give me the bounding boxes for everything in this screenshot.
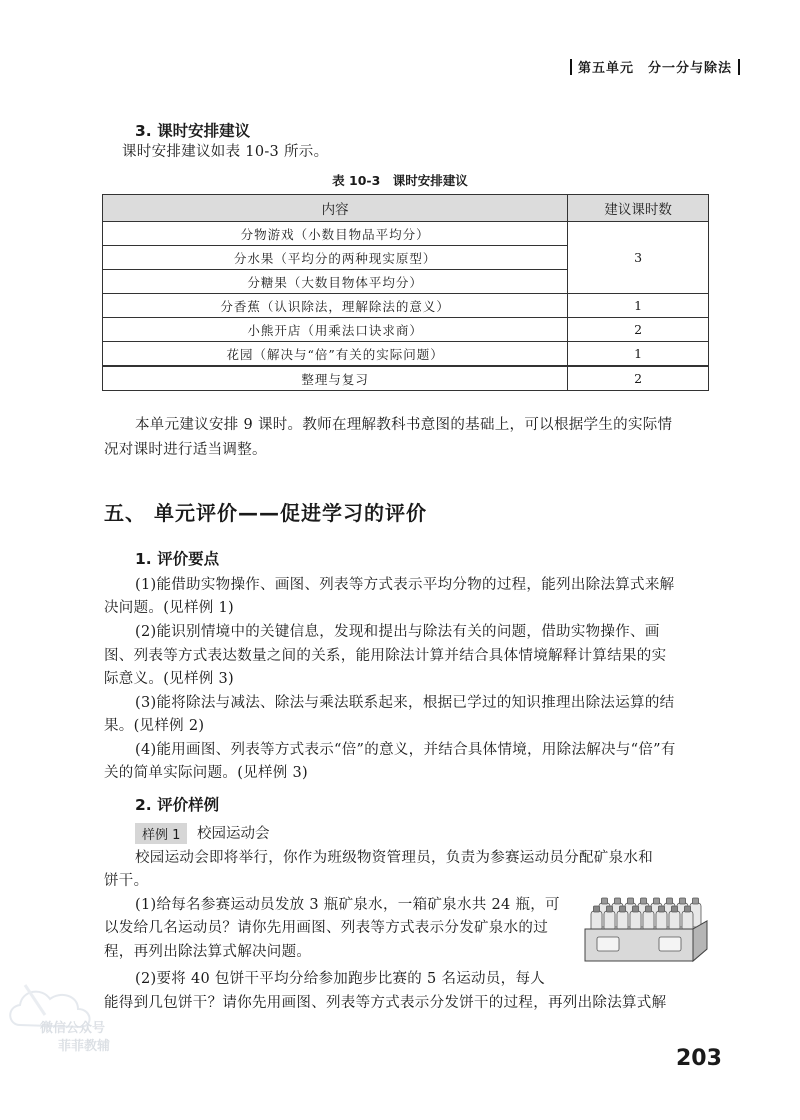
row-hours: 2	[568, 318, 709, 342]
section3-intro: 课时安排建议如表 10-3 所示。	[122, 144, 329, 160]
row-content: 分物游戏（小数目物品平均分）	[103, 222, 568, 246]
row-content: 整理与复习	[103, 366, 568, 391]
paragraph-line: 饼干。	[104, 873, 149, 889]
example-title: 校园运动会	[197, 826, 270, 842]
paragraph-line: 况对课时进行适当调整。	[104, 442, 267, 458]
header-title: 分一分与除法	[647, 61, 732, 76]
paragraph-line: (1)能借助实物操作、画图、列表等方式表示平均分物的过程，能列出除法算式来解	[135, 577, 675, 593]
row-content: 分水果（平均分的两种现实原型）	[103, 246, 568, 270]
paragraph-line: 关的简单实际问题。(见样例 3)	[104, 765, 308, 781]
water-bottle-crate-illustration	[583, 895, 709, 965]
watermark-line2: 菲菲教辅	[58, 1039, 111, 1054]
paragraph-line: 本单元建议安排 9 课时。教师在理解教科书意图的基础上，可以根据学生的实际情	[135, 417, 673, 433]
paragraph-line: (4)能用画图、列表等方式表示“倍”的意义，并结合具体情境，用除法解决与“倍”有	[135, 742, 676, 758]
paragraph-line: 程，再列出除法算式解决问题。	[104, 944, 312, 960]
section3-heading: 3. 课时安排建议	[135, 122, 251, 140]
header-divider	[738, 59, 740, 75]
row-hours: 1	[568, 342, 709, 367]
table-caption: 表 10-3 课时安排建议	[332, 173, 468, 188]
paragraph-line: (2)能识别情境中的关键信息，发现和提出与除法有关的问题，借助实物操作、画	[135, 624, 660, 640]
paragraph-line: 图、列表等方式表达数量之间的关系，能用除法计算并结合具体情境解释计算结果的实	[104, 648, 667, 664]
row-content: 分糖果（大数目物体平均分）	[103, 270, 568, 294]
subheading-evaluation-points: 1. 评价要点	[135, 550, 220, 568]
paragraph-line: (3)能将除法与减法、除法与乘法联系起来，根据已学过的知识推理出除法运算的结	[135, 695, 675, 711]
section5-heading: 五、 单元评价——促进学习的评价	[104, 501, 427, 525]
header-unit: 第五单元	[577, 61, 634, 76]
table-row	[103, 294, 709, 318]
table-row	[103, 366, 709, 391]
column-header-content: 内容	[103, 195, 568, 222]
paragraph-line: 决问题。(见样例 1)	[104, 600, 234, 616]
paragraph-line: 果。(见样例 2)	[104, 718, 205, 734]
paragraph-line: 校园运动会即将举行，你作为班级物资管理员，负责为参赛运动员分配矿泉水和	[135, 850, 653, 866]
subheading-evaluation-examples: 2. 评价样例	[135, 796, 220, 814]
watermark-line1: 微信公众号	[40, 1021, 106, 1036]
row-hours-merged: 3	[568, 222, 709, 294]
table-row	[103, 222, 709, 246]
paragraph-line: (1)给每名参赛运动员发放 3 瓶矿泉水，一箱矿泉水共 24 瓶，可	[135, 897, 560, 913]
schedule-table	[102, 194, 709, 391]
example-tag: 样例 1	[135, 823, 187, 844]
row-hours: 1	[568, 294, 709, 318]
row-content: 分香蕉（认识除法，理解除法的意义）	[103, 294, 568, 318]
column-header-hours: 建议课时数	[568, 195, 709, 222]
watermark	[0, 965, 160, 1055]
page-number: 203	[676, 1046, 722, 1071]
running-header	[564, 57, 746, 76]
row-hours: 2	[568, 366, 709, 391]
paragraph-line: 能得到几包饼干？请你先用画图、列表等方式表示分发饼干的过程，再列出除法算式解	[104, 995, 667, 1011]
table-row	[103, 342, 709, 367]
paragraph-line: 际意义。(见样例 3)	[104, 671, 234, 687]
paragraph-line: (2)要将 40 包饼干平均分给参加跑步比赛的 5 名运动员，每人	[135, 971, 546, 987]
row-content: 花园（解决与“倍”有关的实际问题）	[103, 342, 568, 367]
paragraph-line: 以发给几名运动员？请你先用画图、列表等方式表示分发矿泉水的过	[104, 920, 548, 936]
table-row	[103, 318, 709, 342]
header-divider	[570, 59, 572, 75]
row-content: 小熊开店（用乘法口诀求商）	[103, 318, 568, 342]
